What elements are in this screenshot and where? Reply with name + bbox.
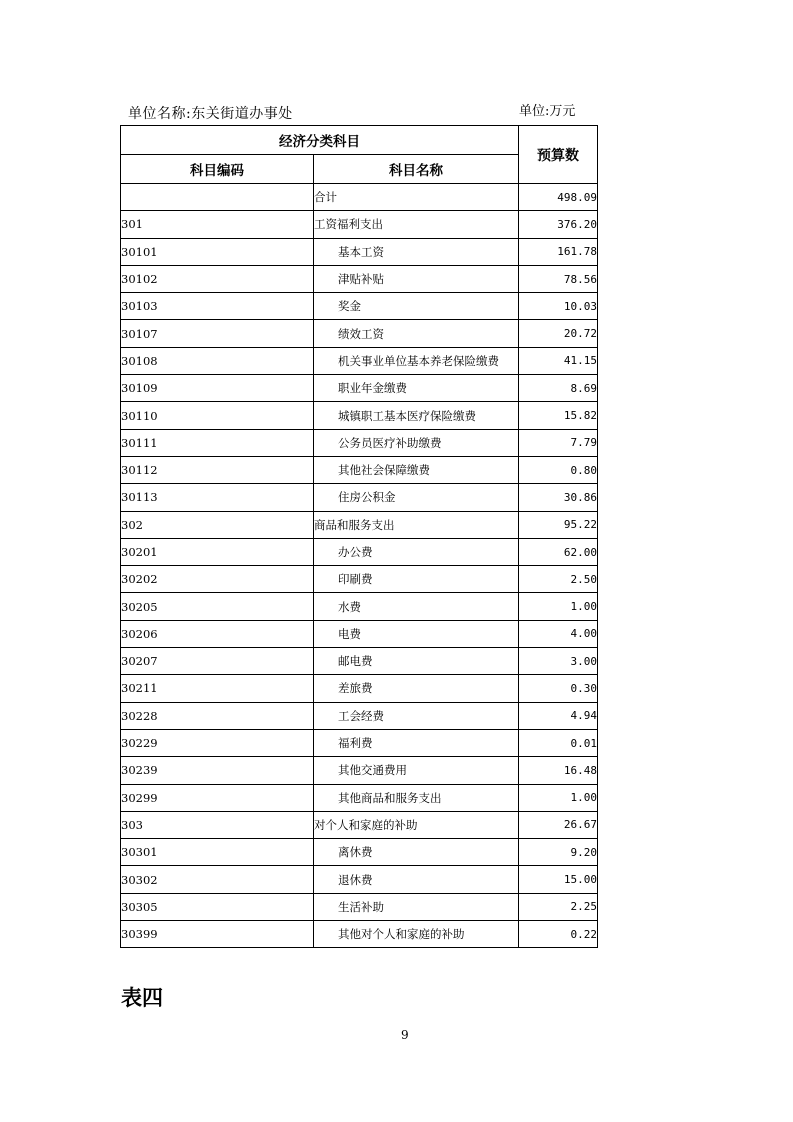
subject-name-cell: 城镇职工基本医疗保险缴费 [314, 402, 519, 429]
subject-code-cell: 30109 [121, 375, 314, 402]
subject-code-cell: 30301 [121, 839, 314, 866]
budget-amount-cell: 2.50 [519, 566, 598, 593]
subject-name-cell: 机关事业单位基本养老保险缴费 [314, 347, 519, 374]
subject-name-cell: 离休费 [314, 839, 519, 866]
subject-name-cell: 其他对个人和家庭的补助 [314, 921, 519, 948]
subject-code-cell: 30108 [121, 347, 314, 374]
subject-code-cell [121, 184, 314, 211]
table-row [121, 593, 598, 620]
table-caption: 表四 [121, 986, 163, 1010]
subject-name-cell: 印刷费 [314, 566, 519, 593]
budget-table [120, 125, 598, 948]
subject-code-cell: 301 [121, 211, 314, 238]
subject-code-cell: 303 [121, 811, 314, 838]
budget-amount-cell: 15.00 [519, 866, 598, 893]
subject-name-cell: 其他商品和服务支出 [314, 784, 519, 811]
table-row [121, 866, 598, 893]
table-row [121, 429, 598, 456]
budget-amount-cell: 15.82 [519, 402, 598, 429]
budget-amount-cell: 3.00 [519, 648, 598, 675]
budget-amount-cell: 78.56 [519, 265, 598, 292]
subject-name-cell: 水费 [314, 593, 519, 620]
table-row [121, 566, 598, 593]
subject-code-cell: 30206 [121, 620, 314, 647]
subject-code-cell: 302 [121, 511, 314, 538]
table-row [121, 784, 598, 811]
budget-amount-cell: 41.15 [519, 347, 598, 374]
table-row [121, 456, 598, 483]
subject-code-cell: 30102 [121, 265, 314, 292]
budget-amount-cell: 376.20 [519, 211, 598, 238]
economic-classification-header: 经济分类科目 [121, 126, 519, 155]
budget-amount-cell: 1.00 [519, 593, 598, 620]
subject-code-cell: 30101 [121, 238, 314, 265]
table-row [121, 675, 598, 702]
table-row [121, 265, 598, 292]
subject-code-header: 科目编码 [121, 155, 314, 184]
budget-amount-cell: 161.78 [519, 238, 598, 265]
table-row [121, 375, 598, 402]
subject-code-cell: 30239 [121, 757, 314, 784]
table-row [121, 511, 598, 538]
table-row [121, 184, 598, 211]
budget-amount-cell: 498.09 [519, 184, 598, 211]
table-row [121, 648, 598, 675]
subject-name-cell: 其他交通费用 [314, 757, 519, 784]
subject-code-cell: 30228 [121, 702, 314, 729]
subject-code-cell: 30399 [121, 921, 314, 948]
subject-code-cell: 30110 [121, 402, 314, 429]
subject-name-cell: 商品和服务支出 [314, 511, 519, 538]
subject-name-cell: 对个人和家庭的补助 [314, 811, 519, 838]
subject-name-cell: 合计 [314, 184, 519, 211]
table-row [121, 921, 598, 948]
subject-name-cell: 邮电费 [314, 648, 519, 675]
table-row [121, 729, 598, 756]
table-row [121, 538, 598, 565]
subject-name-cell: 基本工资 [314, 238, 519, 265]
subject-name-cell: 福利费 [314, 729, 519, 756]
table-row [121, 238, 598, 265]
table-row [121, 347, 598, 374]
subject-name-cell: 工资福利支出 [314, 211, 519, 238]
subject-code-cell: 30112 [121, 456, 314, 483]
budget-amount-cell: 20.72 [519, 320, 598, 347]
table-row [121, 320, 598, 347]
subject-code-cell: 30211 [121, 675, 314, 702]
budget-amount-cell: 0.80 [519, 456, 598, 483]
budget-amount-cell: 0.01 [519, 729, 598, 756]
budget-amount-cell: 62.00 [519, 538, 598, 565]
table-row [121, 620, 598, 647]
budget-amount-cell: 4.94 [519, 702, 598, 729]
subject-code-cell: 30305 [121, 893, 314, 920]
subject-name-cell: 津贴补贴 [314, 265, 519, 292]
budget-amount-cell: 1.00 [519, 784, 598, 811]
subject-code-cell: 30229 [121, 729, 314, 756]
table-row [121, 839, 598, 866]
page-number: 9 [401, 1028, 409, 1042]
table-row [121, 293, 598, 320]
budget-amount-header: 预算数 [519, 126, 598, 184]
table-row [121, 484, 598, 511]
budget-amount-cell: 95.22 [519, 511, 598, 538]
subject-name-cell: 差旅费 [314, 675, 519, 702]
subject-name-cell: 办公费 [314, 538, 519, 565]
subject-code-cell: 30202 [121, 566, 314, 593]
subject-code-cell: 30299 [121, 784, 314, 811]
subject-code-cell: 30103 [121, 293, 314, 320]
subject-code-cell: 30113 [121, 484, 314, 511]
budget-amount-cell: 9.20 [519, 839, 598, 866]
table-row [121, 702, 598, 729]
subject-name-cell: 职业年金缴费 [314, 375, 519, 402]
subject-name-cell: 工会经费 [314, 702, 519, 729]
budget-amount-cell: 0.22 [519, 921, 598, 948]
table-row [121, 811, 598, 838]
subject-name-cell: 公务员医疗补助缴费 [314, 429, 519, 456]
budget-amount-cell: 10.03 [519, 293, 598, 320]
budget-amount-cell: 8.69 [519, 375, 598, 402]
subject-name-cell: 退休费 [314, 866, 519, 893]
budget-amount-cell: 7.79 [519, 429, 598, 456]
subject-code-cell: 30201 [121, 538, 314, 565]
unit-label: 单位:万元 [519, 104, 576, 119]
budget-amount-cell: 4.00 [519, 620, 598, 647]
subject-name-cell: 绩效工资 [314, 320, 519, 347]
unit-name: 单位名称:东关街道办事处 [128, 106, 293, 122]
budget-amount-cell: 30.86 [519, 484, 598, 511]
subject-code-cell: 30205 [121, 593, 314, 620]
subject-name-cell: 电费 [314, 620, 519, 647]
subject-code-cell: 30302 [121, 866, 314, 893]
subject-name-cell: 奖金 [314, 293, 519, 320]
subject-code-cell: 30207 [121, 648, 314, 675]
table-row [121, 402, 598, 429]
subject-name-cell: 生活补助 [314, 893, 519, 920]
budget-amount-cell: 16.48 [519, 757, 598, 784]
table-row [121, 211, 598, 238]
budget-amount-cell: 0.30 [519, 675, 598, 702]
subject-name-header: 科目名称 [314, 155, 519, 184]
table-row [121, 757, 598, 784]
budget-amount-cell: 26.67 [519, 811, 598, 838]
budget-amount-cell: 2.25 [519, 893, 598, 920]
subject-code-cell: 30107 [121, 320, 314, 347]
subject-name-cell: 其他社会保障缴费 [314, 456, 519, 483]
budget-table-body [121, 184, 598, 948]
subject-code-cell: 30111 [121, 429, 314, 456]
subject-name-cell: 住房公积金 [314, 484, 519, 511]
table-row [121, 893, 598, 920]
